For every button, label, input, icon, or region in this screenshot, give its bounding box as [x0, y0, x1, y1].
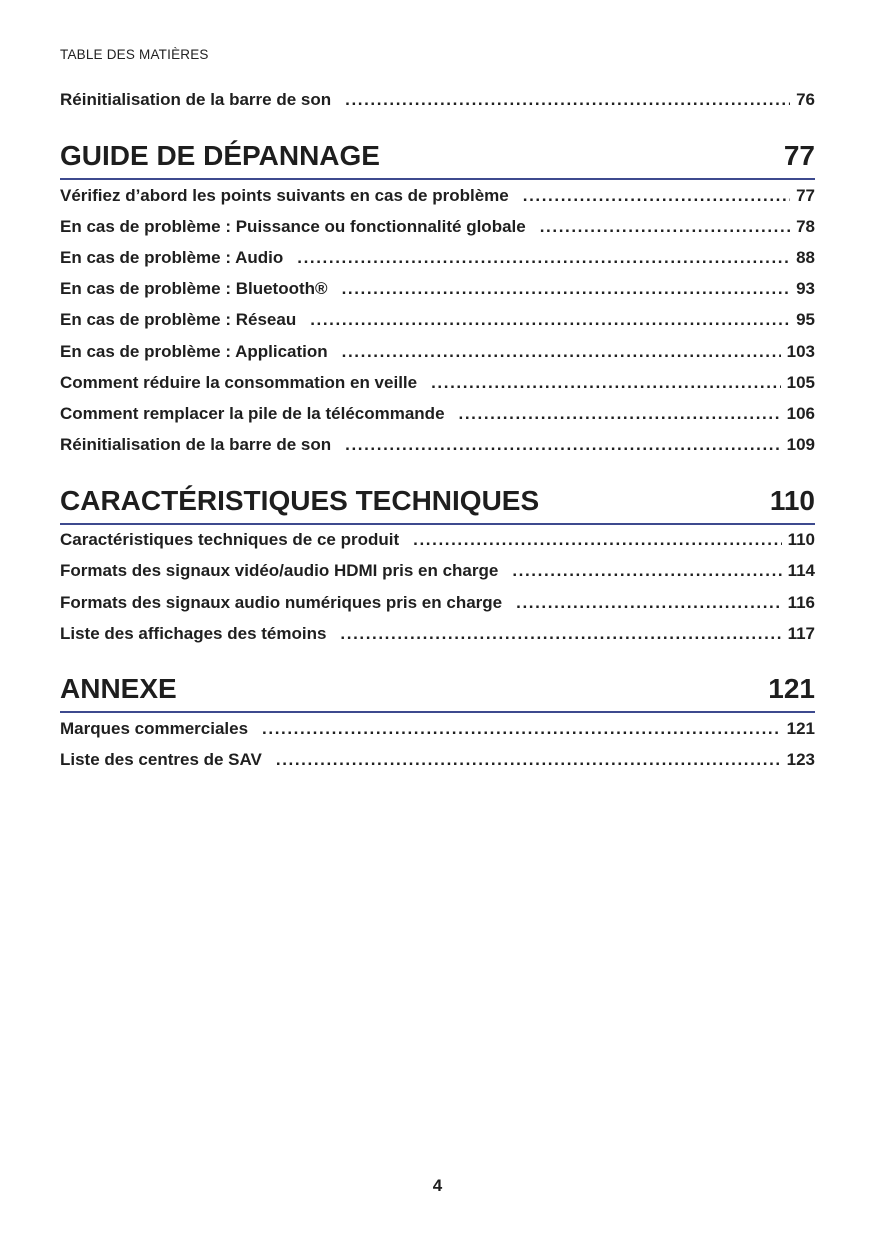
toc-entry-label: Réinitialisation de la barre de son: [60, 90, 332, 109]
dot-leader: [512, 561, 781, 581]
toc-entry[interactable]: [60, 624, 815, 646]
dot-leader: [431, 373, 781, 393]
dot-leader: [297, 248, 790, 268]
toc-entry[interactable]: [60, 373, 815, 395]
toc-entry-label: Liste des affichages des témoins: [60, 624, 327, 643]
toc-entry-page: 93: [796, 279, 815, 298]
toc-entry[interactable]: [60, 593, 815, 615]
toc-entry-page: 88: [796, 248, 815, 267]
dot-leader: [310, 310, 790, 330]
section-heading-troubleshooting[interactable]: [60, 132, 815, 180]
dot-leader: [345, 90, 790, 110]
toc-entry-page: 110: [787, 530, 815, 549]
dot-leader: [540, 217, 790, 237]
toc-entry-label: En cas de problème : Réseau: [60, 310, 297, 329]
toc-entry-page: 78: [796, 217, 815, 236]
dot-leader: [516, 593, 781, 613]
toc-entry-page: 95: [796, 310, 815, 329]
toc-entry[interactable]: [60, 310, 815, 332]
toc-entry-label: En cas de problème : Audio: [60, 248, 284, 267]
toc-entry-label: Caractéristiques techniques de ce produit: [60, 530, 400, 549]
toc-entry[interactable]: [60, 186, 815, 208]
toc-entry-page: 105: [786, 373, 815, 392]
toc-entry-label: En cas de problème : Application: [60, 342, 328, 361]
toc-entry[interactable]: [60, 719, 815, 741]
section-heading-specifications[interactable]: [60, 477, 815, 525]
toc-entry-label: Comment réduire la consommation en veille: [60, 373, 418, 392]
toc-entry-page: 114: [787, 561, 815, 580]
dot-leader: [413, 530, 781, 550]
dot-leader: [340, 624, 781, 644]
toc-entry[interactable]: [60, 404, 815, 426]
toc-entry-label: En cas de problème : Puissance ou fonctionnalité globale: [60, 217, 526, 236]
toc-entry-page: 106: [786, 404, 815, 423]
toc-entry[interactable]: [60, 530, 815, 552]
toc-entry[interactable]: [60, 342, 815, 364]
section-heading-appendix[interactable]: [60, 665, 815, 713]
running-header: TABLE DES MATIÈRES: [60, 47, 209, 62]
toc-entry-label: Vérifiez d’abord les points suivants en cas de problème: [60, 186, 509, 205]
toc-entry[interactable]: [60, 279, 815, 301]
toc-entry-label: Formats des signaux audio numériques pris en charge: [60, 593, 503, 612]
toc-entry-page: 109: [786, 435, 815, 454]
dot-leader: [262, 719, 781, 739]
section-title: CARACTÉRISTIQUES TECHNIQUES: [60, 485, 540, 516]
toc-entry-page: 76: [796, 90, 815, 109]
toc-entry-reset-soundbar[interactable]: [60, 90, 815, 112]
section-title: ANNEXE: [60, 673, 177, 704]
toc-entry-page: 103: [786, 342, 815, 361]
toc-entry-label: Liste des centres de SAV: [60, 750, 262, 769]
section-page: 110: [769, 485, 815, 516]
section-page: 77: [783, 140, 815, 171]
dot-leader: [342, 342, 781, 362]
dot-leader: [342, 279, 791, 299]
dot-leader: [276, 750, 781, 770]
section-title: GUIDE DE DÉPANNAGE: [60, 140, 380, 171]
toc-entry[interactable]: [60, 561, 815, 583]
toc-entry-page: 123: [786, 750, 815, 769]
toc-entry-label: Comment remplacer la pile de la télécommande: [60, 404, 445, 423]
toc-entry[interactable]: [60, 750, 815, 772]
dot-leader: [523, 186, 790, 206]
dot-leader: [459, 404, 781, 424]
toc-entry-label: En cas de problème : Bluetooth®: [60, 279, 328, 298]
toc-entry[interactable]: [60, 248, 815, 270]
toc-entry-page: 121: [786, 719, 815, 738]
dot-leader: [345, 435, 780, 455]
toc-entry[interactable]: [60, 217, 815, 239]
toc-entry-page: 77: [796, 186, 815, 205]
toc-entry-page: 117: [787, 624, 815, 643]
toc-entry[interactable]: [60, 435, 815, 457]
toc-entry-label: Réinitialisation de la barre de son: [60, 435, 332, 454]
section-page: 121: [768, 673, 815, 704]
toc-entry-label: Formats des signaux vidéo/audio HDMI pris en charge: [60, 561, 499, 580]
toc-entry-label: Marques commerciales: [60, 719, 249, 738]
toc-entry-page: 116: [787, 593, 815, 612]
page-number: 4: [432, 1176, 443, 1195]
